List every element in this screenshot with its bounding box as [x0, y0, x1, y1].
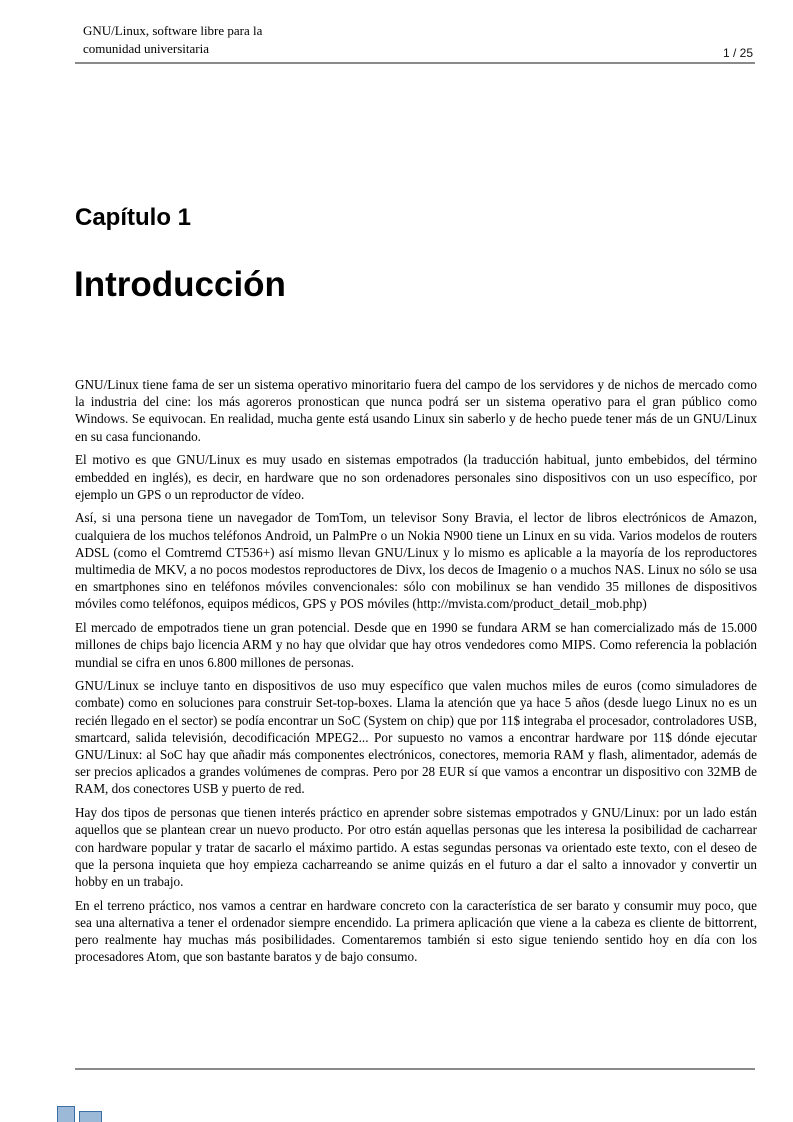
paragraph-1: GNU/Linux tiene fama de ser un sistema operativo minoritario fuera del campo de los servidores y de nichos de mercado como la industria del cine: los más agoreros pronostican que nunca podrá ser un sistema operativo para el gran público como Windows. Se equivocan. En realidad, mucha gente está usando Linux sin saberlo y de hecho puede tener más de un GNU/Linux en su casa funcionando.	[75, 377, 757, 444]
paragraph-2: El motivo es que GNU/Linux es muy usado en sistemas empotrados (la traducción habitual, junto embebidos, del término embedded en inglés), es decir, en hardware que no son ordenadores personales sino dispositivos con un uso específico, por ejemplo un GPS o un reproductor de vídeo.	[75, 452, 757, 502]
pdf-link-marker-1[interactable]	[57, 1106, 75, 1122]
pdf-link-marker-2[interactable]	[79, 1111, 102, 1122]
running-header	[83, 22, 262, 57]
paragraph-4: El mercado de empotrados tiene un gran potencial. Desde que en 1990 se fundara ARM se han comercializado más de 15.000 millones de chips bajo licencia ARM y no hay que olvidar que hay otros vendedores como MIPS. Como referencia la población mundial se cifra en unos 6.800 millones de personas.	[75, 620, 757, 670]
chapter-label: Capítulo 1	[75, 204, 192, 231]
chapter-title: Introducción	[74, 265, 286, 304]
running-header-line2: comunidad universitaria	[83, 40, 209, 56]
paragraph-3: Así, si una persona tiene un navegador de TomTom, un televisor Sony Bravia, el lector de libros electrónicos de Amazon, cualquiera de los muchos teléfonos Android, un PalmPre o un Nokia N900 tiene un Linux en su vida. Varios modelos de routers ADSL (como el Comtremd CT536+) así mismo llevan GNU/Linux y lo mismo es aplicable a la mayoría de los reproductores multimedia de MKV, a no pocos modestos reproductores de Divx, los decos de Imagenio o a muchos NAS. Linux no sólo se usa en smartphones sino en teléfonos móviles convencionales: sólo con mobilinux se han vendido 35 millones de dispositivos móviles como teléfonos, equipos médicos, GPS y POS móviles (http://mvista.com/product_detail_mob.php)	[75, 510, 757, 612]
paragraph-5: GNU/Linux se incluye tanto en dispositivos de uso muy específico que valen muchos miles de euros (como simuladores de combate) como en soluciones para construir Set-top-boxes. Llama la atención que ya hace 5 años (desde luego Linux no es un recién llegado en el sector) se podía encontrar un SoC (System on chip) que por 11$ integraba el procesador, controladores USB, smartcard, salida televisión, decodificación MPEG2... Por supuesto no vamos a encontrar hardware por 11$ dónde ejecutar GNU/Linux: al SoC hay que añadir más componentes electrónicos, conectores, memoria RAM y flash, alimentador, además de ser precios aplicados a grandes volúmenes de compras. Pero por 28 EUR sí que vamos a encontrar un dispositivo con 32MB de RAM, dos conectores USB y puerto de red.	[75, 678, 757, 797]
page-number: 1 / 25	[722, 46, 753, 60]
paragraph-6: Hay dos tipos de personas que tienen interés práctico en aprender sobre sistemas empotrados y GNU/Linux: por un lado están aquellos que se plantean crear un nuevo producto. Por otro están aquellas personas que les interesa la posibilidad de cacharrear con hardware popular y tratar de sacarlo el máximo partido. A estas segundas personas va orientado este texto, con el deseo de que la persona inquieta que hoy empieza cacharreando se anime quizás en el futuro a dar el salto a innovador y convertir un hobby en un trabajo.	[75, 805, 757, 889]
footer-rule	[75, 1068, 755, 1070]
paragraph-7: En el terreno práctico, nos vamos a centrar en hardware concreto con la característica de ser barato y consumir muy poco, que sea una alternativa a tener el ordenador siempre encendido. La primera aplicación que viene a la cabeza es cliente de bittorrent, pero realmente hay muchas más posibilidades. Comentaremos también si esto sigue teniendo sentido hoy en día con los procesadores Atom, que son bastante baratos y de bajo consumo.	[75, 897, 757, 965]
body-text	[75, 376, 757, 972]
header-rule	[75, 62, 755, 64]
running-header-line1: GNU/Linux, software libre para la	[83, 23, 263, 38]
